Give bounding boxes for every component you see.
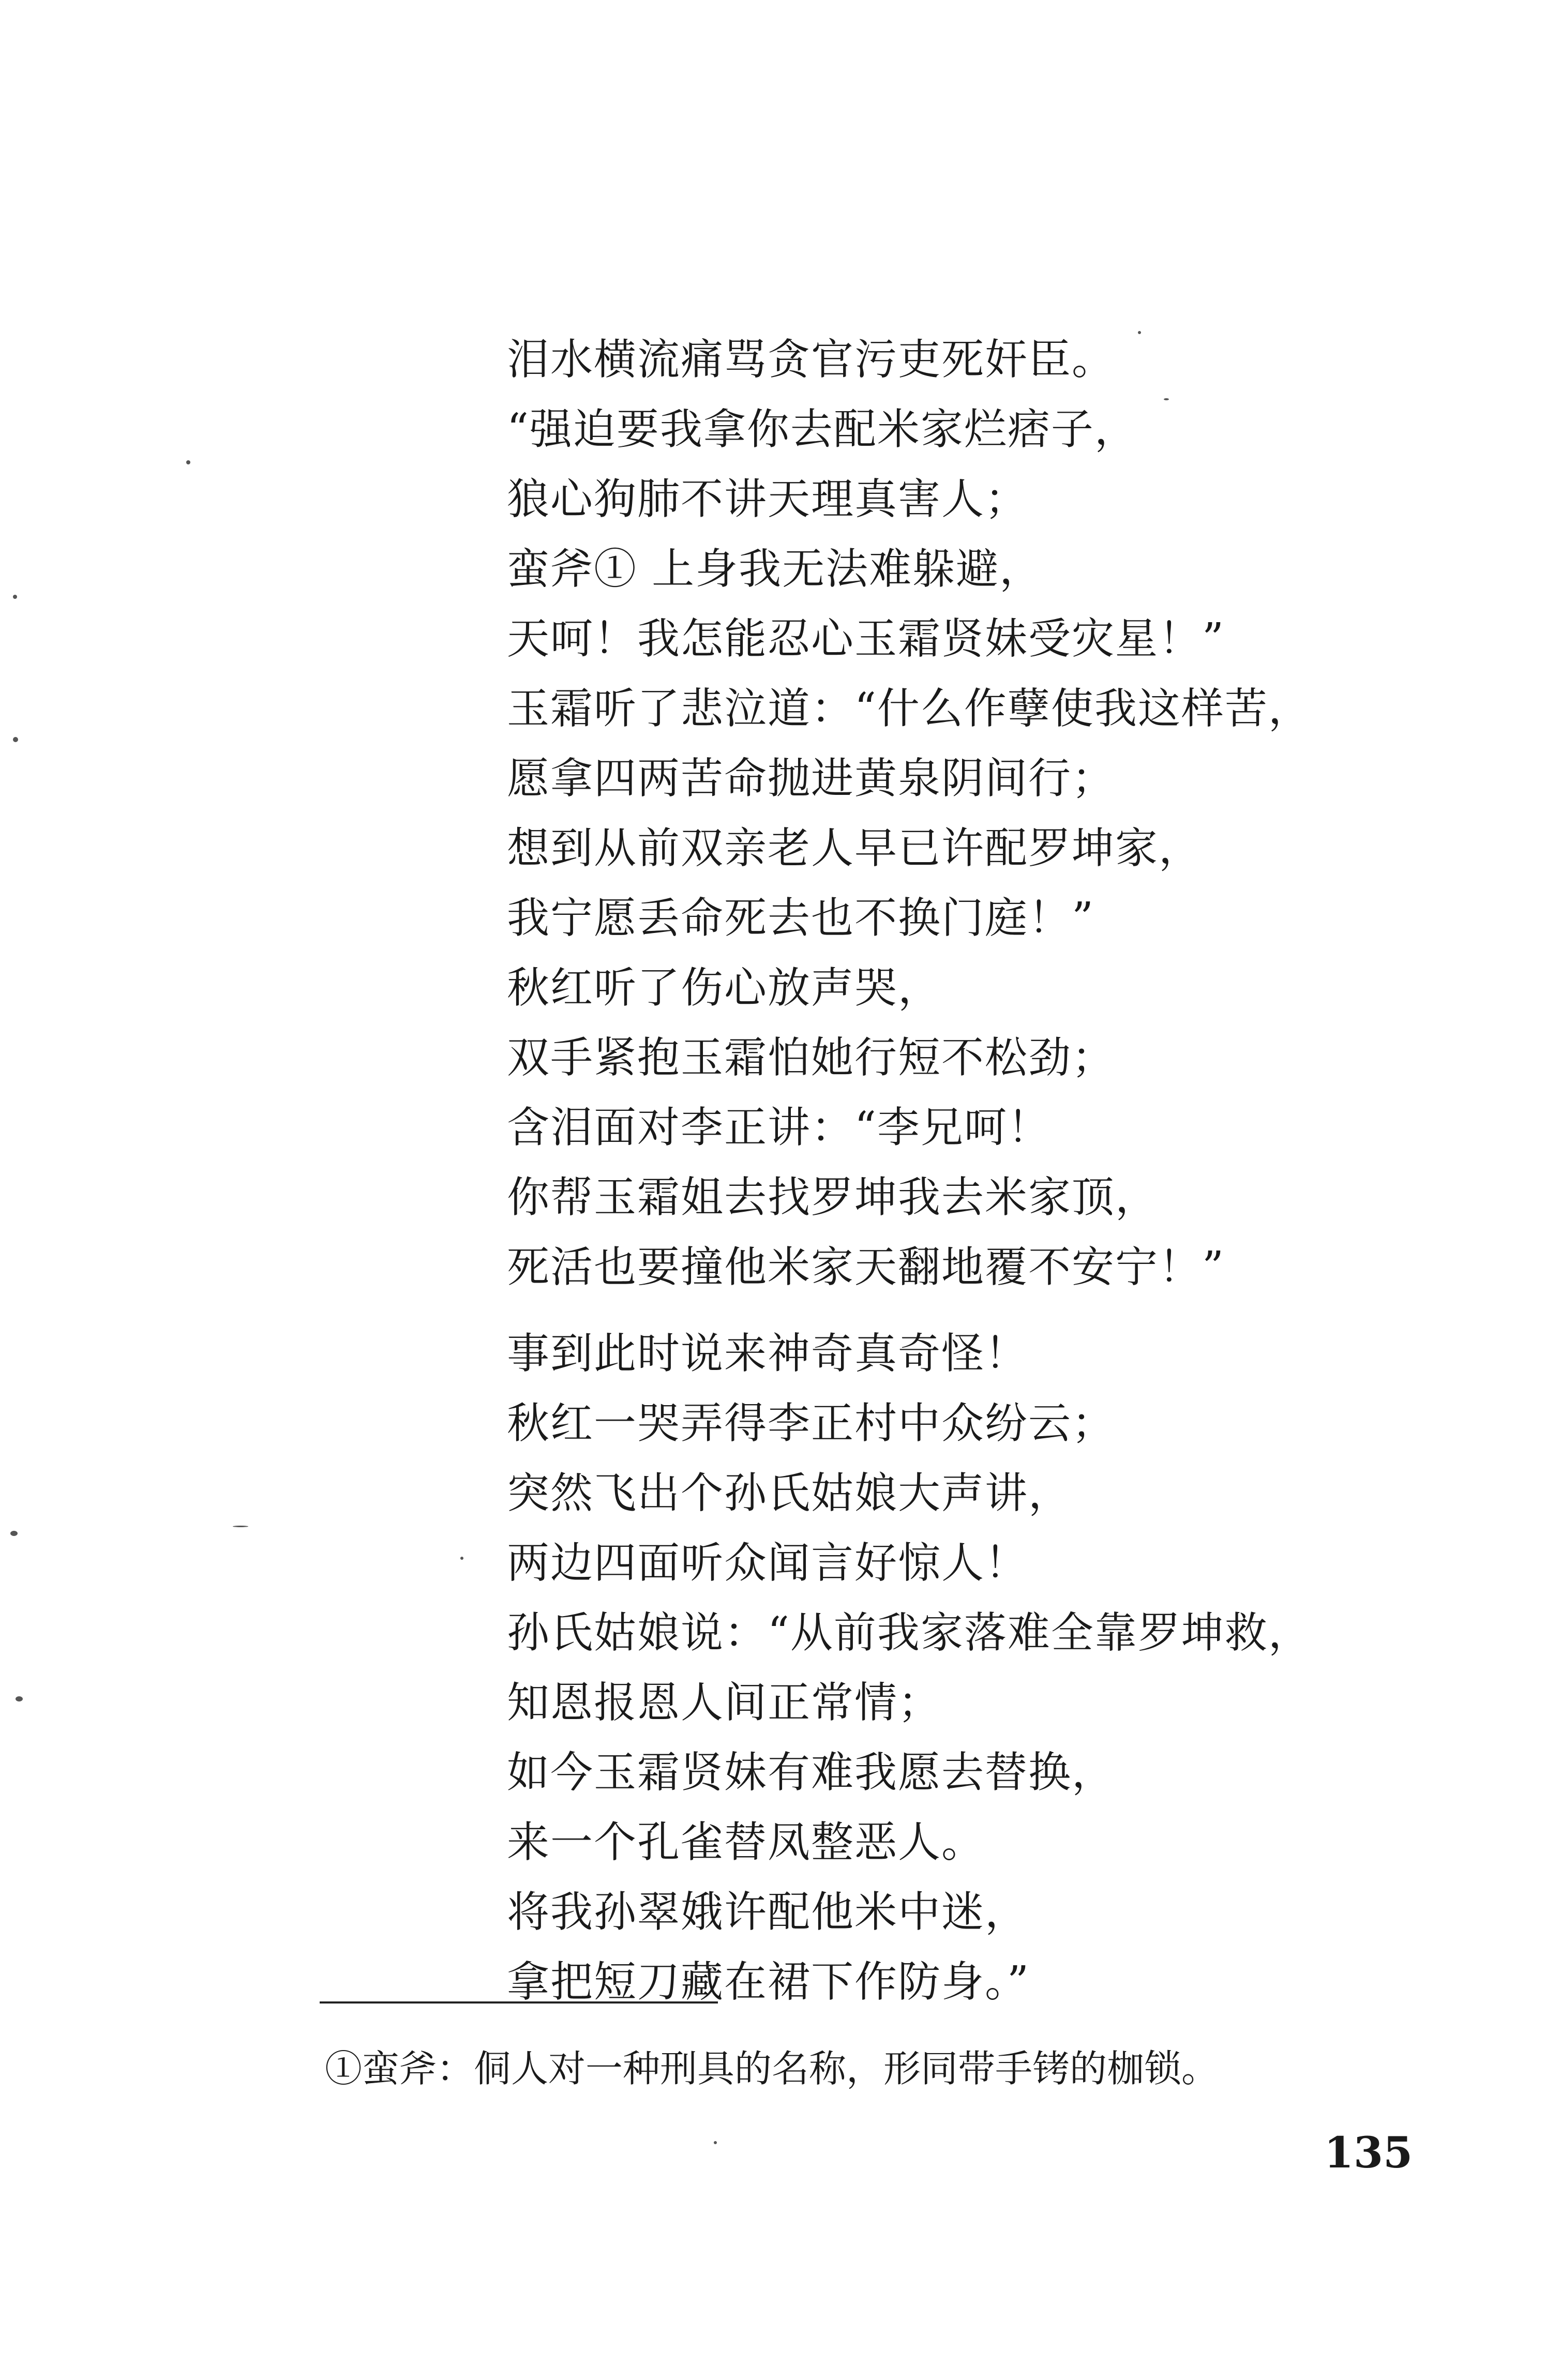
verse-line: 蛮斧① 上身我无法难躲避， [507,545,1043,594]
verse-line: 秋红听了伤心放声哭， [507,963,942,1013]
verse-line: 拿把短刀藏在裙下作防身。” [507,1957,1030,2007]
scan-speck [10,1531,18,1536]
verse-line: 泪水横流痛骂贪官污吏死奸臣。 [507,335,1116,384]
verse-line: 孙氏姑娘说：“从前我家落难全靠罗坤救， [507,1608,1312,1658]
verse-line: 愿拿四两苦命抛进黄泉阴间行； [507,754,1116,803]
verse-line: 天呵！我怎能忍心玉霜贤妹受灾星！” [507,614,1225,664]
scan-speck [714,2141,717,2144]
scan-speck [1164,398,1169,400]
verse-line: 如今玉霜贤妹有难我愿去替换， [507,1748,1116,1797]
scan-speck [13,595,17,599]
verse-line: 两边四面听众闻言好惊人！ [507,1539,1029,1588]
verse-line: 来一个孔雀替凤整恶人。 [507,1818,985,1867]
verse-line: 玉霜听了悲泣道：“什么作孽使我这样苦， [507,684,1312,733]
page-number: 135 [1324,2128,1413,2178]
verse-line: 双手紧抱玉霜怕她行短不松劲； [507,1033,1116,1082]
verse-line: 狼心狗肺不讲天理真害人； [507,475,1029,524]
verse-line: 突然飞出个孙氏姑娘大声讲， [507,1469,1072,1518]
scan-speck [1138,331,1141,334]
scan-speck [460,1557,463,1560]
verse-line: 将我孙翠娥许配他米中迷， [507,1888,1029,1937]
footnote-text: ①蛮斧：侗人对一种刑具的名称，形同带手铐的枷锁。 [325,2047,1219,2090]
verse-line: 事到此时说来神奇真奇怪！ [507,1329,1029,1378]
verse-line: 我宁愿丢命死去也不换门庭！” [507,894,1094,943]
verse-line: 死活也要撞他米家天翻地覆不安宁！” [507,1243,1225,1292]
verse-line: 想到从前双亲老人早已许配罗坤家， [507,824,1203,873]
verse-line: 知恩报恩人间正常情； [507,1678,942,1727]
verse-stanza-2 [507,1319,1386,2017]
footnote-divider [320,2001,718,2004]
scan-speck [16,1696,23,1701]
scan-speck [13,737,18,742]
verse-line: “强迫要我拿你去配米家烂痞子， [507,405,1138,454]
scan-speck [233,1526,248,1527]
verse-stanza-1 [507,325,1386,1302]
scan-speck [186,460,190,464]
verse-line: 你帮玉霜姐去找罗坤我去米家顶， [507,1173,1159,1222]
verse-line: 秋红一哭弄得李正村中众纷云； [507,1399,1116,1448]
verse-line: 含泪面对李正讲：“李兄呵！ [507,1103,1051,1152]
